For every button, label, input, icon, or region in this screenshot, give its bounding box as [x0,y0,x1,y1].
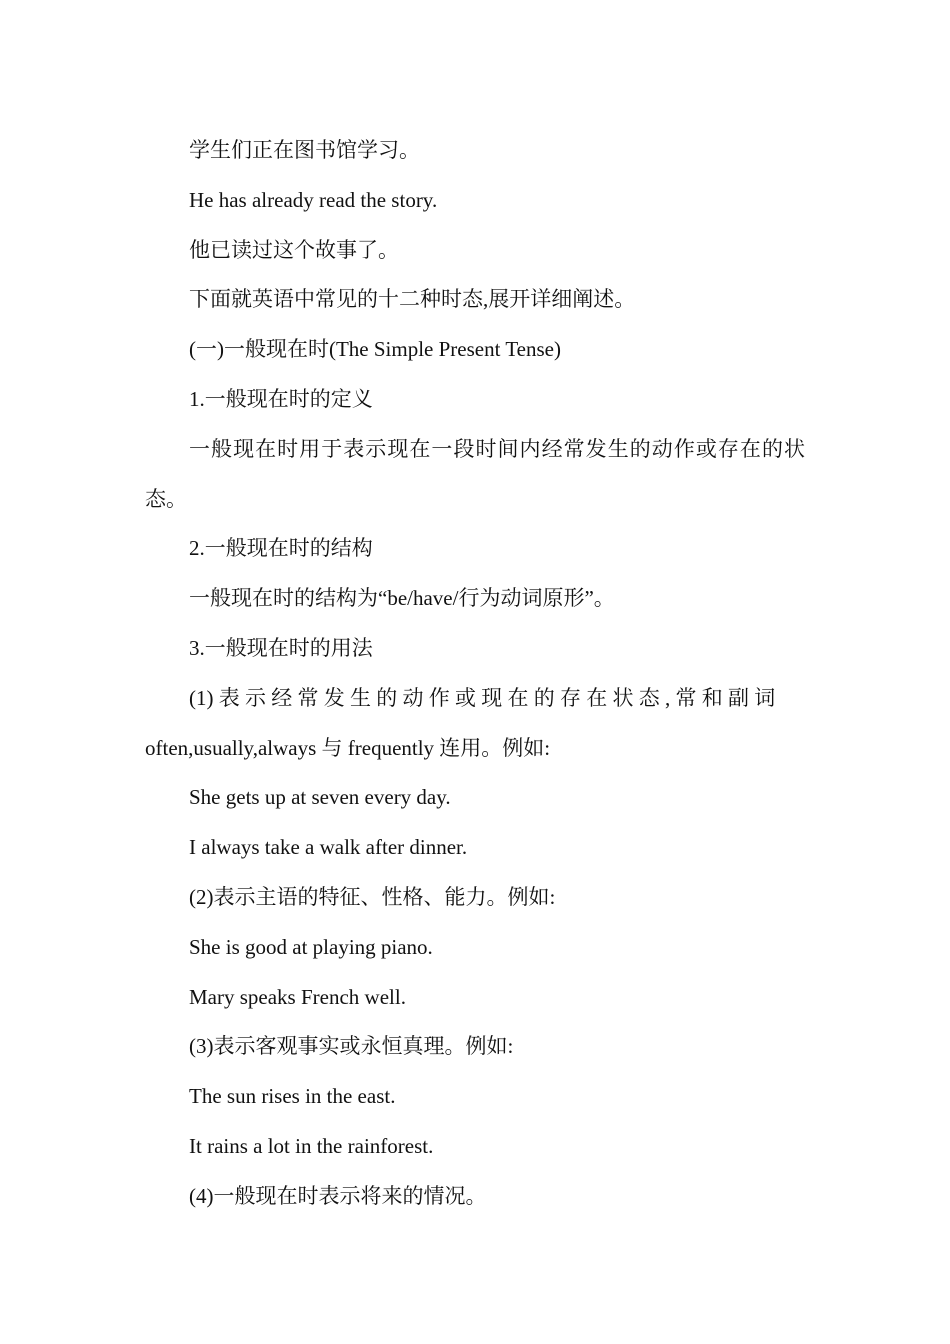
usage-item-2: (2)表示主语的特征、性格、能力。例如: [189,884,556,909]
paragraph-chinese-story: 他已读过这个故事了。 [189,237,399,262]
example-sentence: She gets up at seven every day. [189,785,451,810]
paragraph-chinese-library: 学生们正在图书馆学习。 [189,138,420,162]
paragraph-example-story: He has already read the story. [189,187,438,212]
usage-item-4: (4)一般现在时表示将来的情况。 [189,1183,487,1208]
paragraph-intro-twelve-tenses: 下面就英语中常见的十二种时态,展开详细阐述。 [189,287,636,312]
usage-item-1: (1) 表 示 经 常 发 生 的 动 作 或 现 在 的 存 在 状 态 , 常 和 副 词 often,usually,always 与 frequently 连用。例如: [145,685,776,760]
example-sentence: It rains a lot in the rainforest. [189,1133,434,1158]
paragraph-structure: 一般现在时的结构为“be/have/行为动词原形”。 [189,586,615,611]
example-sentence: She is good at playing piano. [189,934,433,959]
example-sentence: I always take a walk after dinner. [189,835,468,860]
section-heading-simple-present: (一)一般现在时(The Simple Present Tense) [189,337,561,362]
subheading-usage: 3.一般现在时的用法 [189,635,373,660]
subheading-definition: 1.一般现在时的定义 [189,386,373,411]
subheading-structure: 2.一般现在时的结构 [189,536,373,561]
paragraph-definition: 一般现在时用于表示现在一段时间内经常发生的动作或存在的状态。 [145,436,805,511]
usage-item-3: (3)表示客观事实或永恒真理。例如: [189,1034,514,1059]
example-sentence: The sun rises in the east. [189,1084,396,1109]
document-body [145,126,805,1222]
example-sentence: Mary speaks French well. [189,984,406,1009]
